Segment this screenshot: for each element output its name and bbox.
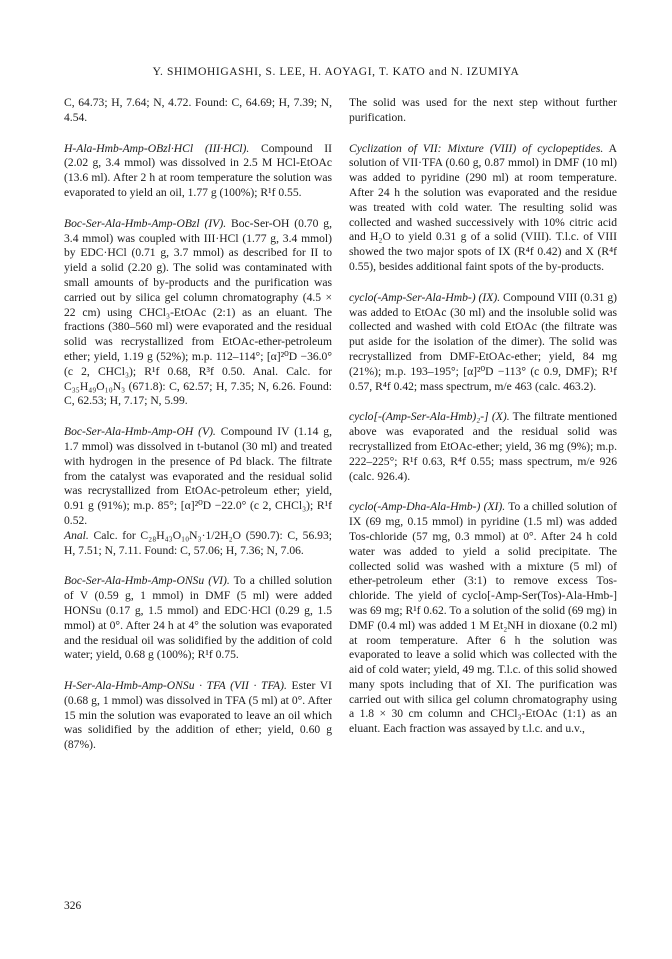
left-column bbox=[64, 96, 332, 753]
paragraph bbox=[64, 142, 332, 201]
paragraph-text: A solution of VII·TFA (0.60 g, 0.87 mmol) in DMF (10 ml) was added to pyridine (290 ml) at room temperature. After 24 h the solution was evaporated and the residue was treated with cold water. The resulting solid was collected and washed successively with 10% citric acid and H₂O to yield 0.31 g of a solid (VIII). T.l.c. of VIII showed the two major spots of IX (R⁴f 0.42) and X (R⁴f 0.55), besides additional faint spots of the by-products. bbox=[349, 141, 617, 273]
paragraph bbox=[64, 96, 332, 126]
paragraph bbox=[64, 574, 332, 663]
paragraph bbox=[64, 679, 332, 753]
paragraph bbox=[349, 500, 617, 737]
analysis-heading: Anal. bbox=[64, 528, 89, 542]
paragraph-text: C, 64.73; H, 7.64; N, 4.72. Found: C, 64.69; H, 7.39; N, 4.54. bbox=[64, 96, 332, 124]
paragraph-text: The filtrate mentioned above was evaporated and the residual solid was recrystallized from EtOAc-ether; yield, 36 mg (9%); m.p. 222–225°; R¹f 0.63, R⁴f 0.55; mass spectrum, m/e 926 (calc. 926.4). bbox=[349, 410, 617, 483]
paragraph-text: Compound II (2.02 g, 3.4 mmol) was dissolved in 2.5 M HCl-EtOAc (13.6 ml). After 2 h at room temperature the solution was evaporated to yield an oil, 1.77 g (100%); R¹f 0.55. bbox=[64, 141, 332, 199]
paragraph bbox=[64, 217, 332, 409]
paragraph bbox=[64, 425, 332, 529]
compound-heading: Cyclization of VII: Mixture (VIII) of cyclopeptides. bbox=[349, 141, 604, 155]
compound-heading: cyclo(-Amp-Ser-Ala-Hmb-) (IX). bbox=[349, 290, 501, 304]
paragraph bbox=[64, 529, 332, 559]
compound-heading: Boc-Ser-Ala-Hmb-Amp-ONSu (VI). bbox=[64, 574, 230, 588]
paragraph bbox=[349, 96, 617, 126]
right-column bbox=[349, 96, 617, 737]
paragraph-text: Compound VIII (0.31 g) was added to EtOAc (30 ml) and the insoluble solid was collected and washed with cold EtOAc (the filtrate was put aside for the isolation of the dimer). The solid was recrystallized from DMF-EtOAc-ether; yield, 84 mg (21%); m.p. 193–195°; [α]²⁰D −113° (c 0.9, DMF); R¹f 0.57, R⁴f 0.42; mass spectrum, m/e 463 (calc. 463.2). bbox=[349, 290, 617, 393]
compound-heading: H-Ser-Ala-Hmb-Amp-ONSu · TFA (VII · TFA). bbox=[64, 679, 287, 693]
running-header: Y. SHIMOHIGASHI, S. LEE, H. AOYAGI, T. KATO and N. IZUMIYA bbox=[152, 66, 520, 78]
paragraph-text: Compound IV (1.14 g, 1.7 mmol) was dissolved in t-butanol (30 ml) and treated with hydrogen in the presence of Pd black. The filtrate from the catalyst was evaporated and the residual solid was recrystallized from EtOAc-petroleum ether; yield, 0.91 g (91%); m.p. 85°; [α]²⁰D −22.0° (c 2, CHCl₃); R¹f 0.52. bbox=[64, 425, 333, 527]
paragraph-text: Calc. for C₂₈H₄₃O₁₀N₃·1/2H₂O (590.7): C, 56.93; H, 7.51; N, 7.11. Found: C, 57.06; H, 7.36; N, 7.06. bbox=[64, 528, 332, 557]
page-number: 326 bbox=[64, 900, 82, 912]
compound-heading: H-Ala-Hmb-Amp-OBzl·HCl (III·HCl). bbox=[64, 141, 250, 155]
compound-heading: Boc-Ser-Ala-Hmb-Amp-OH (V). bbox=[64, 425, 216, 439]
paragraph-text: Ester VI (0.68 g, 1 mmol) was dissolved in TFA (5 ml) at 0°. After 15 min the solution was evaporated to leave an oil which was solidified by the addition of ether; yield, 0.60 g (87%). bbox=[64, 679, 332, 752]
paragraph bbox=[349, 410, 617, 484]
paragraph-text: Boc-Ser-OH (0.70 g, 3.4 mmol) was coupled with III·HCl (1.77 g, 3.4 mmol) by EDC·HCl (0.71 g, 3.7 mmol) as described for II to yield a solid (2.20 g). The solid was contaminated with small amounts of by-products and the purification was carried out by silica gel column chromatography (4.5 × 22 cm) using CHCl₃-EtOAc (2:1) as an eluant. The fractions (380–560 ml) were evaporated and the residual solid was recrystallized from EtOAc-ether-petroleum ether; yield, 1.19 g (52%); m.p. 112–114°; [α]²⁰D −36.0° (c 2, CHCl₃); R¹f 0.68, R³f 0.50. Anal. Calc. for C₃₅H₄₉O₁₀N₃ (671.8): C, 62.57; H, 7.35; N, 6.26. Found: C, 62.53; H, 7.17; N, 5.99. bbox=[64, 216, 332, 408]
compound-heading: cyclo[-(Amp-Ser-Ala-Hmb)₂-] (X). bbox=[349, 410, 510, 424]
paragraph bbox=[349, 142, 617, 275]
compound-heading: Boc-Ser-Ala-Hmb-Amp-OBzl (IV). bbox=[64, 216, 227, 230]
paragraph-text: The solid was used for the next step without further purification. bbox=[349, 96, 617, 124]
paragraph-text: To a chilled solution of IX (69 mg, 0.15 mmol) in pyridine (1.5 ml) was added Tos-chloride (57 mg, 0.3 mmol) at 0°. After 24 h cold water was added to yield a solid precipitate. The collected solid was washed with a mixture (5 ml) of ether-petroleum ether (3:1) to remove excess Tos-chloride. The yield of cyclo[-Amp-Ser(Tos)-Ala-Hmb-] was 69 mg; R¹f 0.62. To a solution of the solid (69 mg) in DMF (0.4 ml) was added 1 M Et₂NH in dioxane (0.2 ml) at room temperature. After 6 h the solution was evaporated to leave a solid which was collected with the aid of cold water; yield, 49 mg. T.l.c. of this solid showed many spots including that of XI. The purification was carried out with silica gel column chromatography using a 1.8 × 30 cm column and CHCl₃-EtOAc (1:1) as an eluant. Each fraction was assayed by t.l.c. and u.v., bbox=[349, 500, 617, 736]
compound-heading: cyclo(-Amp-Dha-Ala-Hmb-) (XI). bbox=[349, 500, 506, 514]
paragraph bbox=[349, 291, 617, 395]
paragraph-text: To a chilled solution of V (0.59 g, 1 mmol) in DMF (5 ml) were added HONSu (0.17 g, 1.5 mmol) and EDC·HCl (0.29 g, 1.5 mmol) at 0°. After 24 h at 4° the solution was evaporated and the residual oil was solidified by the addition of cold water; yield, 0.68 g (100%); R¹f 0.75. bbox=[64, 574, 332, 662]
